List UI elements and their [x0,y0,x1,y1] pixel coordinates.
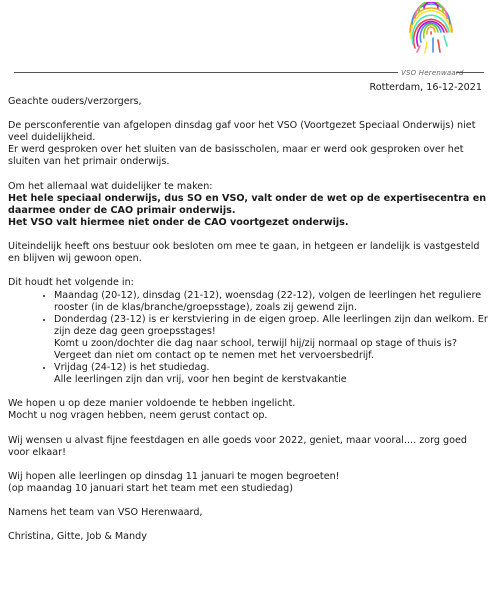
clarify-bold-2: Het VSO valt hiermee niet onder de CAO voortgezet onderwijs. [8,216,349,228]
brand-name: VSO Herenwaard [401,69,464,77]
wishes-paragraph: Wij wensen u alvast fijne feestdagen en alle goeds voor 2022, geniet, maar vooral.... zorg goed voor elkaar! [8,434,467,458]
decision-paragraph: Uiteindelijk heeft ons bestuur ook besloten om mee te gaan, in hetgeen er landelijk is vastgesteld en blijven wij gewoon open. [8,241,480,265]
item-line: • Vrijdag (24-12) is het studiedag. [54,362,210,374]
schedule-list [8,290,490,387]
fingerprint-logo [400,2,462,60]
intro-line-2: Er werd gesproken over het sluiten van de basisscholen, maar er werd ook gesproken over het sluiten van het primair onderwijs. [8,144,464,168]
letter-body [8,96,490,555]
list-item [54,314,490,362]
informed-line-2: Mocht u nog vragen hebben, neem gerust contact op. [8,410,268,422]
brand-rule [456,72,484,73]
list-item [54,290,490,314]
item-line: Komt u zoon/dochter die dag naar school, terwijl hij/zij normaal op stage of thuis is? [54,337,458,349]
signatories: Christina, Gitte, Job & Mandy [8,531,147,543]
header-rule [14,72,398,73]
clarify-bold-1: Het hele speciaal onderwijs, dus SO en VSO, valt onder de wet op de expertisecentra en daarmee onder de CAO primair onderwijs. [8,192,487,216]
list-intro: Dit houdt het volgende in: [8,277,134,289]
clarify-intro: Om het allemaal wat duidelijker te maken: [8,180,213,192]
intro-paragraph [8,120,490,168]
intro-line-1: De persconferentie van afgelopen dinsdag gaf voor het VSO (Voortgezet Speciaal Onderwijs) niet veel duidelijkheid. [8,120,476,144]
return-paragraph [8,471,490,495]
informed-line-1: We hopen u op deze manier voldoende te hebben ingelicht. [8,398,296,410]
item-line: Vergeet dan niet om contact op te nemen met het vervoersbedrijf. [54,349,374,361]
closing: Namens het team van VSO Herenwaard, [8,507,203,519]
greeting: Geachte ouders/verzorgers, [8,96,142,107]
return-line-2: (op maandag 10 januari start het team met een studiedag) [8,482,293,494]
clarification-paragraph [8,181,490,229]
item-line: Alle leerlingen zijn dan vrij, voor hen begint de kerstvakantie [54,374,347,386]
letter-date: Rotterdam, 16-12-2021 [369,82,482,93]
return-line-1: Wij hopen alle leerlingen op dinsdag 11 januari te mogen begroeten! [8,470,340,482]
list-item [54,362,490,386]
item-line: Maandag (20-12), dinsdag (21-12), woensdag (22-12), volgen de leerlingen het reguliere rooster (in de klas/branche/groepsstage), zoals zij gewend zijn. [54,289,482,313]
informed-paragraph [8,398,490,422]
item-line: • Donderdag (23-12) is er kerstviering in de eigen groep. Alle leerlingen zijn dan welkom. Er zijn deze dag geen groepsstages! [54,313,488,337]
